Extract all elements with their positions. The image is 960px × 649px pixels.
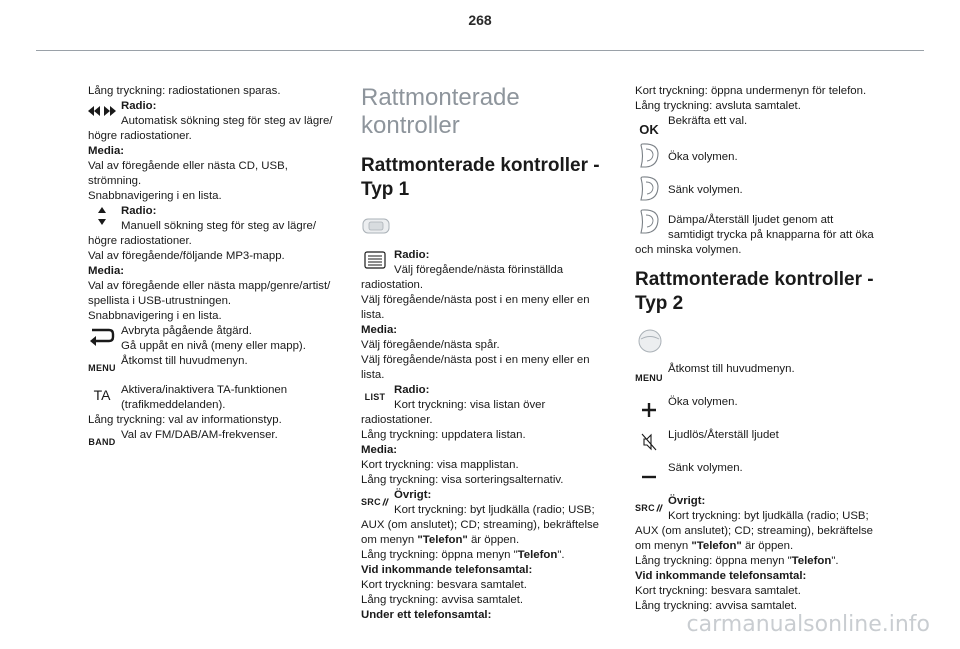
text-line: spellista i USB-utrustningen.: [88, 295, 232, 307]
text-line: AUX (om anslutet); CD; streaming), bekräftelse: [635, 525, 874, 537]
mute2-text: Ljudlös/Återställ ljudet: [668, 429, 779, 441]
text-line: högre radiostationer.: [88, 235, 192, 247]
ta-item: [88, 383, 344, 413]
plus-text: Öka volymen.: [668, 396, 738, 408]
band-icon: BAND: [88, 436, 116, 447]
seek-item: [88, 99, 344, 129]
during-call-title: Under ett telefonsamtal:: [361, 609, 492, 621]
thumbwheel-item: [361, 248, 604, 278]
seek-text: Automatisk sökning steg för steg av lägre/: [121, 115, 333, 127]
sub-heading-type1: [361, 154, 604, 202]
sub-heading-line: Rattmonterade kontroller -: [361, 155, 600, 176]
watermark: carmanualsonline.info: [686, 612, 930, 637]
vol-up-text: Öka volymen.: [668, 151, 738, 163]
minus-text: Sänk volymen.: [668, 462, 743, 474]
mute-speaker-icon: [635, 432, 663, 452]
text-line: Kort tryckning: besvara samtalet.: [635, 585, 801, 597]
list-radio-title: Radio:: [394, 384, 430, 396]
radio-title: Radio:: [394, 249, 430, 261]
header-rule: [36, 50, 924, 51]
mute-text: Dämpa/Återställ ljudet genom att: [668, 214, 834, 226]
incoming-title: Vid inkommande telefonsamtal:: [635, 570, 807, 582]
media-title: Media:: [361, 444, 398, 456]
list-icon: LIST: [364, 391, 386, 402]
text-line: Snabbnavigering i en lista.: [88, 190, 222, 202]
manual-seek-item: [88, 204, 344, 234]
radio-text: Välj föregående/nästa förinställda: [394, 264, 564, 276]
other-title: Övrigt:: [668, 495, 706, 507]
column-middle: [361, 84, 604, 623]
ok-icon: OK: [639, 121, 659, 137]
src-icon: SRC: [635, 498, 663, 518]
band-item: [88, 428, 344, 447]
minus-item: [635, 461, 885, 488]
back-item: [88, 324, 344, 354]
back-arrow-icon: [88, 326, 116, 346]
media-title: Media:: [88, 265, 125, 277]
thumbwheel-icon: [361, 250, 389, 270]
list-radio-text: Kort tryckning: visa listan över: [394, 399, 546, 411]
ta-text: (trafikmeddelanden).: [121, 399, 226, 411]
text-line: om menyn "Telefon" är öppen.: [635, 540, 794, 552]
text-line: Välj föregående/nästa post i en meny eller en: [361, 354, 590, 366]
text-line: lista.: [361, 369, 385, 381]
text-line: Val av föregående eller nästa mapp/genre/artist/: [88, 280, 331, 292]
text-line: Val av föregående/följande MP3-mapp.: [88, 250, 285, 262]
text-line: och minska volymen.: [635, 244, 742, 256]
main-heading: Rattmonterade kontroller: [361, 84, 520, 139]
back-text: Avbryta pågående åtgärd.: [121, 325, 252, 337]
text-line: Lång tryckning: uppdatera listan.: [361, 429, 526, 441]
ok-item: [635, 114, 885, 141]
ok-text: Bekräfta ett val.: [668, 115, 748, 127]
vol-down-item: [635, 180, 885, 207]
plus-item: [635, 395, 885, 422]
src-item: [635, 494, 885, 524]
text-line: om menyn "Telefon" är öppen.: [361, 534, 520, 546]
text-line: Val av föregående eller nästa CD, USB,: [88, 160, 288, 172]
sub-heading-line: Typ 1: [361, 179, 410, 200]
src-icon: SRC: [361, 492, 389, 512]
menu-item: [635, 362, 885, 389]
seek-title: Radio:: [121, 100, 157, 112]
steering-button-icon: [635, 178, 663, 198]
steering-wheel-figure: [635, 328, 885, 354]
other-text: Kort tryckning: byt ljudkälla (radio; USB;: [394, 504, 595, 516]
sub-heading-line: Rattmonterade kontroller -: [635, 269, 874, 290]
text-line: Kort tryckning: besvara samtalet.: [361, 579, 527, 591]
menu-text: Åtkomst till huvudmenyn.: [121, 355, 248, 367]
text-line: AUX (om anslutet); CD; streaming), bekräftelse: [361, 519, 600, 531]
steering-button-icon: [635, 211, 663, 231]
back-text: Gå uppåt en nivå (meny eller mapp).: [121, 340, 306, 352]
page-number: 268: [468, 12, 492, 28]
text-line: lista.: [361, 309, 385, 321]
text-line: Kort tryckning: visa mapplistan.: [361, 459, 519, 471]
text-line: Lång tryckning: avvisa samtalet.: [361, 594, 524, 606]
text-line: radiostationer.: [361, 414, 433, 426]
seek-text-cont: högre radiostationer.: [88, 130, 192, 142]
minus-icon: [635, 467, 663, 487]
text-line: Välj föregående/nästa post i en meny eller en: [361, 294, 590, 306]
sub-heading-type2: [635, 268, 885, 316]
menu-icon: MENU: [635, 372, 663, 383]
vol-down-text: Sänk volymen.: [668, 184, 743, 196]
text-line: strömning.: [88, 175, 142, 187]
steering-wheel-figure: [361, 214, 604, 240]
up-down-arrows-icon: [88, 206, 116, 226]
steering-button-icon: [635, 145, 663, 165]
text-line: Lång tryckning: val av informationstyp.: [88, 414, 282, 426]
text-line: radiostation.: [361, 279, 424, 291]
text-line: Lång tryckning: öppna menyn "Telefon".: [635, 555, 839, 567]
plus-icon: [635, 400, 663, 420]
media-title: Media:: [88, 145, 125, 157]
mute2-item: [635, 428, 885, 455]
text-line: Lång tryckning: öppna menyn "Telefon".: [361, 549, 565, 561]
column-left: [88, 84, 344, 447]
menu-text: Åtkomst till huvudmenyn.: [668, 363, 795, 375]
src-item: [361, 488, 604, 518]
steering-wheel-icon: [361, 214, 391, 238]
manual-title: Radio:: [121, 205, 157, 217]
ta-icon: TA: [93, 386, 111, 403]
text-line: Snabbnavigering i en lista.: [88, 310, 222, 322]
seek-arrows-icon: [88, 101, 116, 121]
menu-icon: MENU: [88, 362, 116, 373]
text-line: Lång tryckning: visa sorteringsalternativ.: [361, 474, 564, 486]
mute-item: [635, 213, 885, 243]
other-text: Kort tryckning: byt ljudkälla (radio; USB;: [668, 510, 869, 522]
sub-heading-line: Typ 2: [635, 293, 684, 314]
text-line: Lång tryckning: avsluta samtalet.: [635, 100, 801, 112]
band-text: Val av FM/DAB/AM-frekvenser.: [121, 429, 278, 441]
manual-text: Manuell sökning steg för steg av lägre/: [121, 220, 317, 232]
text-line: Kort tryckning: öppna undermenyn för telefon.: [635, 85, 867, 97]
list-item: [361, 383, 604, 413]
other-title: Övrigt:: [394, 489, 432, 501]
menu-item: [88, 354, 344, 373]
media-title: Media:: [361, 324, 398, 336]
incoming-title: Vid inkommande telefonsamtal:: [361, 564, 533, 576]
column-right: [635, 84, 885, 614]
text-line: Välj föregående/nästa spår.: [361, 339, 500, 351]
steering-wheel-icon: [635, 328, 665, 354]
vol-up-item: [635, 147, 885, 174]
mute-text: samtidigt trycka på knapparna för att öka: [668, 229, 874, 241]
text-line: Lång tryckning: radiostationen sparas.: [88, 85, 281, 97]
text-line: Lång tryckning: avvisa samtalet.: [635, 600, 798, 612]
ta-text: Aktivera/inaktivera TA-funktionen: [121, 384, 288, 396]
